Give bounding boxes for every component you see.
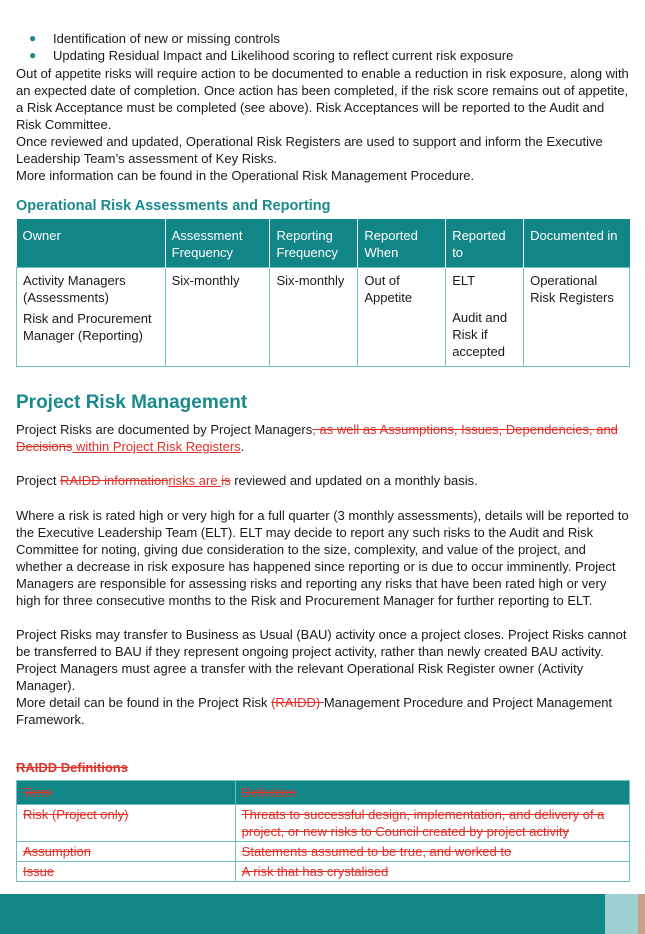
inserted-text: within Project Risk Registers (72, 439, 241, 454)
deleted-text: RAIDD information (60, 473, 169, 488)
section-heading: Operational Risk Assessments and Reporting (16, 198, 331, 214)
col-header: Reported When (358, 219, 446, 268)
assessment-cell: Six-monthly (165, 268, 270, 367)
col-header: Reported to (446, 219, 524, 268)
term-cell: Issue (17, 862, 236, 882)
when-cell: Out of Appetite (358, 268, 446, 367)
paragraph: Project RAIDD informationrisks are is reviewed and updated on a monthly basis. (16, 473, 478, 488)
raidd-table (16, 780, 630, 882)
paragraph: Out of appetite risks will require action to be documented to enable a reduction in risk exposure, along with an expected date of completion. Once action has been completed, if the risk score remains out of appetite, a Risk Acceptance must be completed (see above). Risk Acceptances will be reported to the Audit and Risk Committee. (16, 66, 629, 132)
paragraph: More information can be found in the Operational Risk Management Procedure. (16, 168, 475, 183)
reporting-cell: Six-monthly (270, 268, 358, 367)
owner-cell: Activity Managers (Assessments) Risk and Procurement Manager (Reporting) (17, 268, 166, 367)
bullet-icon: ● (29, 48, 37, 62)
definition-cell: Threats to successful design, implementation, and delivery of a project, or new risks to Council created by project activity (235, 805, 629, 842)
footer-accent-block (605, 894, 638, 934)
col-header: Term (17, 781, 236, 805)
deleted-text: , as well as Assumptions, Issues, Dependencies, and Decisions (16, 422, 618, 454)
table-row (17, 268, 630, 367)
term-cell: Risk (Project only) (17, 805, 236, 842)
table-header-row (17, 781, 630, 805)
deleted-text: is (221, 473, 231, 488)
paragraph: Where a risk is rated high or very high for a full quarter (3 monthly assessments), details will be reported to the Executive Leadership Team (ELT). ELT may decide to report any such risks to the Audit and Risk Committee for noting, giving due consideration to the size, complexity, and value of the project, and whether a decrease in risk exposure has happened since reporting or is due to occur imminently. Project Managers are responsible for assessing risks and reporting any risks that have been rated high or very high for three consecutive months to the Risk and Procurement Manager for further reporting to ELT. (16, 508, 629, 608)
raidd-heading: RAIDD Definitions (16, 760, 128, 775)
col-header: Assessment Frequency (165, 219, 270, 268)
page-title: Project Risk Management (16, 392, 248, 413)
deleted-text: (RAIDD) (271, 695, 324, 710)
paragraph: Project Risks are documented by Project Managers, as well as Assumptions, Issues, Dependencies, and Decisions within Project Risk Registers. (16, 422, 618, 454)
col-header: Reporting Frequency (270, 219, 358, 268)
col-header: Documented in (524, 219, 630, 268)
col-header: Definition (235, 781, 629, 805)
term-cell: Assumption (17, 842, 236, 862)
definition-cell: Statements assumed to be true, and worked to (235, 842, 629, 862)
operational-risk-table (16, 219, 630, 367)
table-row (17, 862, 630, 882)
bullet-icon: ● (29, 31, 37, 45)
inserted-text: risks are (168, 473, 222, 488)
reported-to-cell: ELT Audit and Risk if accepted (446, 268, 524, 367)
paragraph: Project Risks may transfer to Business as Usual (BAU) activity once a project closes. Project Risks cannot be transferred to BAU if they represent ongoing project activity, rather than newly created BAU activity. Project Managers must agree a transfer with the relevant Operational Risk Register owner (Activity Manager). More detail can be found in the Project Risk (RAIDD) Management Procedure and Project Management Framework. (16, 627, 627, 727)
definition-cell: A risk that has crystalised (235, 862, 629, 882)
table-header-row (17, 219, 630, 268)
footer-band (0, 894, 645, 934)
table-row (17, 805, 630, 842)
table-row (17, 842, 630, 862)
col-header: Owner (17, 219, 166, 268)
paragraph: Once reviewed and updated, Operational Risk Registers are used to support and inform the Executive Leadership Team’s assessment of Key Risks. (16, 134, 603, 166)
footer-accent-block (638, 894, 645, 934)
intro-paragraphs (16, 65, 630, 184)
documented-cell: Operational Risk Registers (524, 268, 630, 367)
